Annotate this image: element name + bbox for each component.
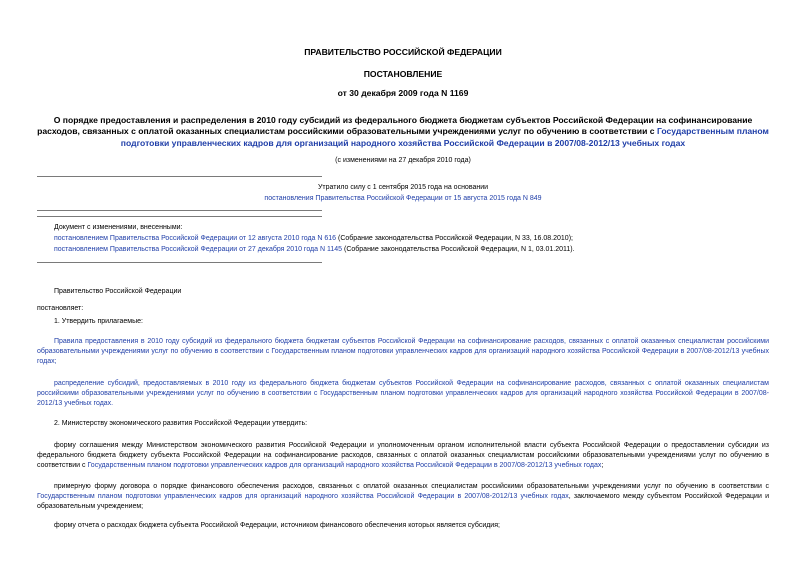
document-title (37, 115, 769, 149)
form1-paragraph (37, 441, 769, 470)
doc-type-heading: ПОСТАНОВЛЕНИЕ (363, 69, 443, 79)
lost-force-note (37, 183, 769, 205)
change-item (54, 244, 754, 255)
separator-line (37, 262, 322, 263)
form1-plan-link[interactable]: Государственным планом подготовки управленческих кадров для организаций народного хозяйства Российской Федерации в 2007/08-2012/13 учебных годах (87, 461, 602, 469)
separator-line (37, 210, 322, 211)
form1-text: форму соглашения между Министерством экономического развития Российской Федерации и уполномоченным органом исполнительной власти субъекта Российской Федерации о предоставлении субсидии из федерального бюджета бюджету субъекта Российской Федерации на софинансирование расходов, связанных с оплатой оказанных специалистам российскими образовательными учреждениями услуг по обучению в соответствии с (37, 442, 769, 469)
item-2: 2. Министерству экономического развития Российской Федерации утвердить: (54, 420, 308, 427)
form2-paragraph (37, 482, 769, 511)
change-source: (Собрание законодательства Российской Федерации, N 1, 03.01.2011). (342, 246, 575, 254)
change-link-616[interactable]: постановлением Правительства Российской Федерации от 12 августа 2010 года N 616 (54, 235, 337, 243)
changes-intro: Документ с изменениями, внесенными: (54, 224, 183, 231)
form3-paragraph: форму отчета о расходах бюджета субъекта Российской Федерации, источником финансового обеспечения которых является субсидия; (54, 522, 500, 529)
item-1: 1. Утвердить прилагаемые: (54, 318, 143, 325)
amendment-note: (с изменениями на 27 декабря 2010 года) (335, 157, 471, 164)
change-source: (Собрание законодательства Российской Федерации, N 33, 16.08.2010); (336, 235, 573, 243)
change-link-1145[interactable]: постановлением Правительства Российской Федерации от 27 декабря 2010 года N 1145 (54, 246, 343, 254)
rules-link[interactable]: Правила предоставления в 2010 году субсидий из федерального бюджета бюджетам субъектов Российской Федерации на софинансирование расходов, связанных с оплатой оказанных специалистам российскими образовательными учреждениями услуг по обучению в соответствии с Государственным планом подготовки управленческих кадров для организаций народного хозяйства Российской Федерации в 2007/08-2012/13 учебных годах; (37, 338, 769, 365)
change-item (54, 233, 754, 244)
form1-end: ; (601, 461, 604, 469)
rules-paragraph (37, 337, 769, 366)
form2-text: примерную форму договора о порядке финансового обеспечения расходов, связанных с оплатой оказанных специалистам российскими образовательными учреждениями услуг по обучению в соответствии с (54, 483, 769, 490)
separator-line (37, 176, 322, 177)
govt-line: Правительство Российской Федерации (54, 288, 182, 295)
separator-line (37, 216, 322, 217)
changes-list (54, 222, 754, 256)
lost-force-text: Утратило силу с 1 сентября 2015 года на основании (317, 184, 489, 191)
lost-force-link[interactable]: постановления Правительства Российской Федерации от 15 августа 2015 года N 849 (264, 194, 542, 202)
doc-date-number: от 30 декабря 2009 года N 1169 (337, 88, 469, 98)
distribution-paragraph (37, 379, 769, 408)
issuer-heading: ПРАВИТЕЛЬСТВО РОССИЙСКОЙ ФЕДЕРАЦИИ (304, 47, 502, 57)
form2-end: , заключаемого между субъектом Российской Федерации и образовательным учреждением; (37, 492, 769, 510)
distribution-link[interactable]: распределение субсидий, предоставляемых в 2010 году из федерального бюджета бюджетам субъектов Российской Федерации на софинансирование расходов, связанных с оплатой оказанных специалистам российскими образовательными учреждениями услуг по обучению в соответствии с Государственным планом подготовки управленческих кадров для организаций народного хозяйства Российской Федерации в 2007/08-2012/13 учебных годах. (37, 380, 769, 407)
title-plan-link[interactable]: Государственным планом подготовки управленческих кадров для организаций народного хозяйства Российской Федерации в 2007/08-2012/13 учебных годах (120, 126, 769, 148)
title-text: О порядке предоставления и распределения в 2010 году субсидий из федерального бюджета бюджетам субъектов Российской Федерации на софинансирование расходов, связанных с оплатой оказанных специалистам российскими образовательными учреждениями услуг по обучению в соответствии с (37, 115, 753, 137)
resolves-line: постановляет: (37, 305, 84, 312)
form2-plan-link[interactable]: Государственным планом подготовки управленческих кадров для организаций народного хозяйства Российской Федерации в 2007/08-2012/13 учебных годах (37, 492, 569, 500)
